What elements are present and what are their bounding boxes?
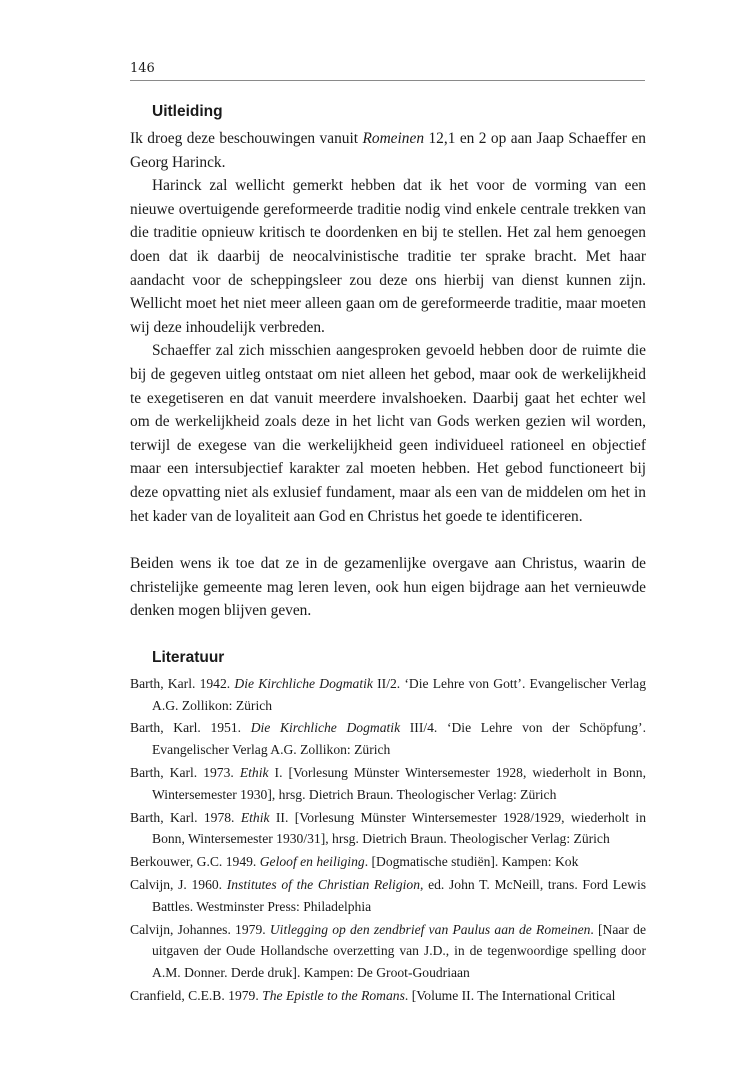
ref-details: III/4. ‘Die Lehre von der Schöpfung’. Evangelischer Verlag A.G. Zollikon: Zürich	[152, 720, 646, 758]
reference-item	[130, 673, 646, 717]
ref-title: Die Kirchliche Dogmatik	[250, 720, 401, 736]
paragraph-1	[130, 127, 646, 174]
ref-author: Calvijn, J. 1960.	[130, 877, 227, 893]
section-heading-literatuur: Literatuur	[152, 648, 225, 666]
reference-list	[130, 673, 646, 1007]
ref-details: . [Dogmatische studiën]. Kampen: Kok	[364, 854, 579, 870]
page-number: 146	[130, 61, 155, 76]
reference-item	[130, 717, 646, 761]
ref-details: II/2. ‘Die Lehre von Gott’. Evangelischer Verlag A.G. Zollikon: Zürich	[152, 675, 646, 713]
paragraph-1-end: 12,1 en 2 op aan Jaap Schaeffer en Georg Harinck.	[130, 130, 646, 171]
ref-title: Ethik	[239, 765, 269, 781]
ref-details: II. [Vorlesung Münster Wintersemester 1928/1929, wiederholt in Bonn, Wintersemester 1930/31], hrsg. Dietrich Braun. Theologischer Verlag: Zürich	[152, 809, 646, 847]
ref-details: I. [Vorlesung Münster Wintersemester 1928, wiederholt in Bonn, Wintersemester 1930], hrsg. Dietrich Braun. Theologischer Verlag: Zürich	[152, 765, 646, 802]
reference-item	[130, 919, 646, 984]
paragraph-1-italic: Romeinen	[362, 130, 425, 147]
header-rule	[130, 80, 645, 81]
ref-author: Cranfield, C.E.B. 1979.	[130, 988, 263, 1004]
reference-item	[130, 807, 646, 851]
ref-title: The Epistle to the Romans	[262, 988, 405, 1004]
reference-item	[130, 874, 646, 918]
ref-title: Uitlegging op den zendbrief van Paulus aan de Romeinen	[269, 921, 591, 937]
paragraph-2: Harinck zal wellicht gemerkt hebben dat ik het voor de vorming van een nieuwe overtuigende gereformeerde traditie nodig vind enkele centrale trekken van die traditie opnieuw kritisch te doordenken en bij te stellen. Het zal hem genoegen doen dat ik daarbij de neocalvinistische traditie ter sprake bracht. Met haar aandacht voor de scheppingsleer zou deze ons hierbij van dienst kunnen zijn. Wellicht moet het niet meer alleen gaan om de gereformeerde traditie, maar moeten wij deze inhoudelijk verbreden.	[130, 177, 646, 336]
ref-author: Barth, Karl. 1978.	[130, 809, 241, 825]
ref-title: Institutes of the Christian Religion	[226, 877, 420, 893]
ref-title: Die Kirchliche Dogmatik	[234, 675, 373, 691]
ref-details: . [Naar de uitgaven der Oude Hollandsche overzetting van J.D., in de tegenwoordige spelling door A.M. Donner. Derde druk]. Kampen: De Groot-Goudriaan	[152, 921, 646, 981]
page-body	[130, 99, 646, 1008]
ref-details: . [Volume II. The International Critical	[404, 988, 616, 1004]
section-heading-uitleiding: Uitleiding	[152, 103, 223, 120]
ref-title: Ethik	[240, 809, 270, 825]
ref-author: Barth, Karl. 1942.	[130, 675, 235, 691]
reference-item	[130, 985, 646, 1007]
paragraph-4: Beiden wens ik toe dat ze in de gezamenlijke overgave aan Christus, waarin de christelijke gemeente mag leren leven, ook hun eigen bijdrage aan het vernieuwde denken mogen blijven geven.	[130, 555, 646, 620]
ref-title: Geloof en heiliging	[259, 854, 365, 870]
ref-author: Barth, Karl. 1973.	[130, 765, 240, 781]
ref-author: Barth, Karl. 1951.	[130, 720, 251, 736]
ref-author: Calvijn, Johannes. 1979.	[130, 921, 270, 937]
ref-details: , ed. John T. McNeill, trans. Ford Lewis Battles. Westminster Press: Philadelphia	[152, 877, 647, 914]
reference-item	[130, 762, 646, 806]
ref-author: Berkouwer, G.C. 1949.	[130, 854, 260, 870]
reference-item	[130, 851, 646, 873]
paragraph-3: Schaeffer zal zich misschien aangesproken gevoeld hebben door de ruimte die bij de gegeven uitleg ontstaat om niet alleen het gebod, maar ook de werkelijkheid te exegetiseren en dat vanuit meerdere invalshoeken. Daarbij gaat het echter wel om de werkelijkheid zoals deze in het licht van Gods werken gezien wil worden, terwijl de exegese van die werkelijkheid geen individueel rationeel en objectief maar een intersubjectief karakter zal moeten hebben. Het gebod functioneert bij deze opvatting niet als exlusief fundament, maar als een van de middelen om het in het kader van de loyaliteit aan God en Christus het goede te identificeren.	[130, 342, 646, 525]
paragraph-1-start: Ik droeg deze beschouwingen vanuit	[130, 130, 363, 147]
